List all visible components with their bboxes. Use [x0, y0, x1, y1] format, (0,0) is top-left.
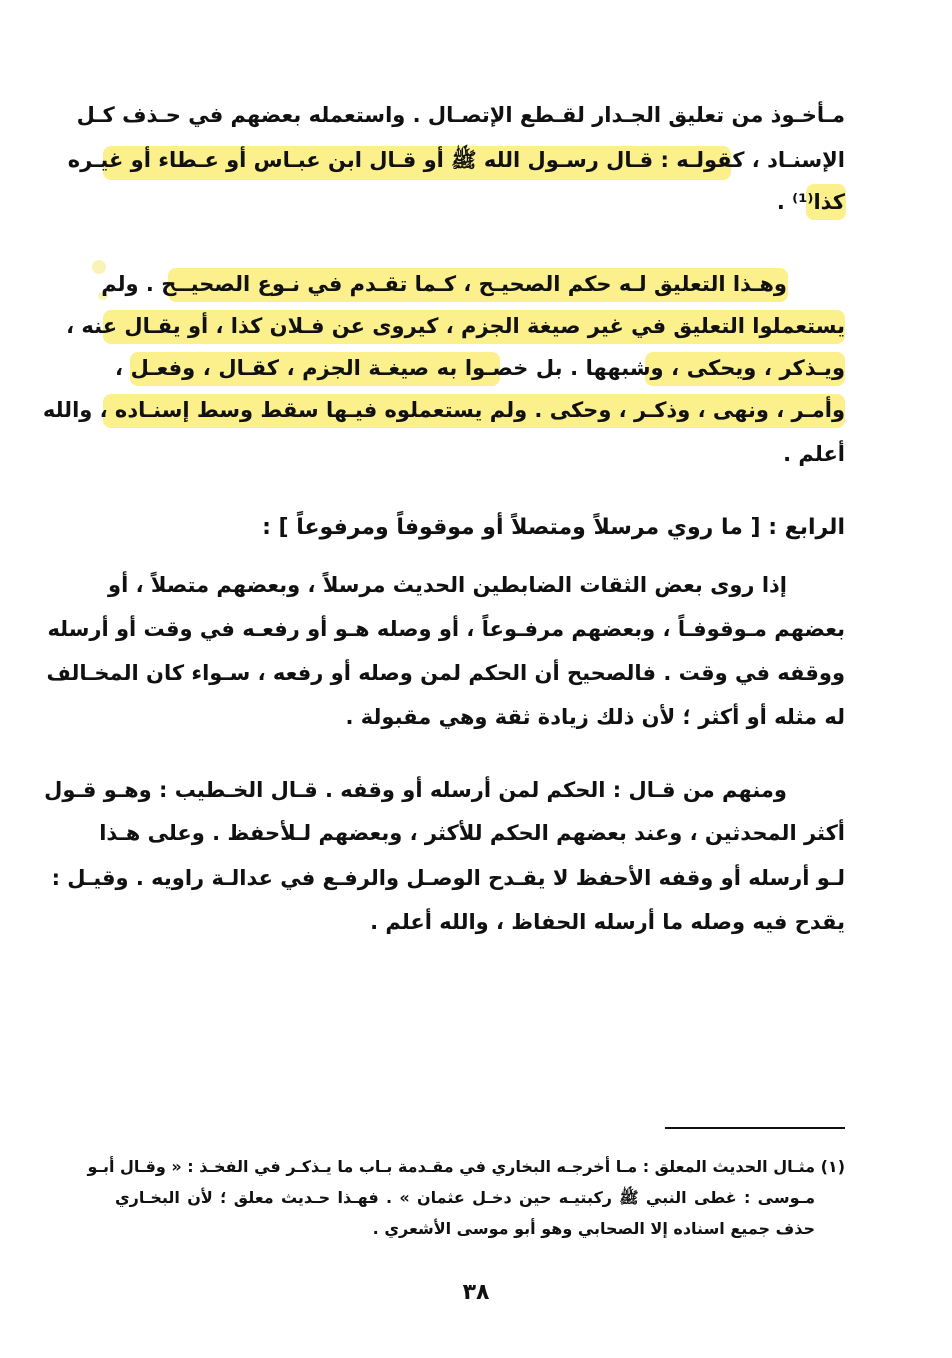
text-line: يقدح فيه وصله ما أرسله الحفاظ ، والله أعلم . [370, 910, 845, 934]
text-line: وأمـر ، ونهى ، وذكـر ، وحكى . ولم يستعملوه فيـها سقط وسط إسنـاده ، والله [42, 398, 845, 422]
text-line: الإسنـاد ، كقولـه : قـال رسـول الله ﷺ أو قـال ابن عبـاس أو عـطاء أو غيـره [67, 148, 845, 172]
text-line: يستعملوا التعليق في غير صيغة الجزم ، كيروى عن فـلان كذا ، أو يقـال عنه ، [66, 314, 845, 338]
section-heading: الرابع : [ ما روي مرسلاً ومتصلاً أو موقوفاً ومرفوعاً ] : [262, 515, 845, 540]
footnote-line: مـوسى : غطى النبي ﷺ ركبتيـه حين دخـل عثمان » . فهـذا حـديث معلق ؛ لأن البخـاري [115, 1188, 815, 1207]
text-line: ويـذكر ، ويحكى ، وشبهها . بل خصـوا به صيغـة الجزم ، كقـال ، وفعـل ، [115, 356, 845, 380]
text-line: أكثر المحدثين ، وعند بعضهم الحكم للأكثر ، وبعضهم لـلأحفظ . وعلى هـذا [99, 821, 845, 845]
text-line: بعضهم مـوقوفـاً ، وبعضهم مرفـوعاً ، أو وصله هـو أو رفعـه في وقت أو أرسله [47, 617, 845, 641]
text-line: كذا⁽¹⁾ . [776, 190, 845, 214]
text-line: أعلم . [783, 442, 845, 466]
text-line: له مثله أو أكثر ؛ لأن ذلك زيادة ثقة وهي مقبولة . [345, 705, 845, 729]
text-line: لـو أرسله أو وقفه الأحفظ لا يقـدح الوصـل والرفـع في عدالـة راويه . وقيـل : [51, 866, 845, 890]
text-line: وهـذا التعليق لـه حكم الصحيـح ، كـما تقـدم في نـوع الصحيــح . ولم [101, 272, 787, 296]
text-line: إذا روى بعض الثقات الضابطين الحديث مرسلاً ، وبعضهم متصلاً ، أو [108, 573, 787, 597]
text-line: ووقفه في وقت . فالصحيح أن الحكم لمن وصله أو رفعه ، سـواء كان المخـالف [46, 661, 845, 685]
text-line: ومنهم من قـال : الحكم لمن أرسله أو وقفه . قـال الخـطيب : وهـو قـول [44, 778, 787, 802]
text-line: مـأخـوذ من تعليق الجـدار لقـطع الإتصـال . واستعمله بعضهم في حـذف كـل [76, 103, 845, 127]
page-number: ٣٨ [462, 1280, 490, 1305]
footnote-separator [665, 1127, 845, 1129]
footnote-line: (١) مثـال الحديث المعلق : مـا أخرجـه البخاري في مقـدمة بـاب ما يـذكـر في الفخـذ : « وقـال أبـو [87, 1157, 845, 1176]
footnote-line: حذف جميع اسناده إلا الصحابي وهو أبو موسى الأشعري . [372, 1219, 815, 1238]
